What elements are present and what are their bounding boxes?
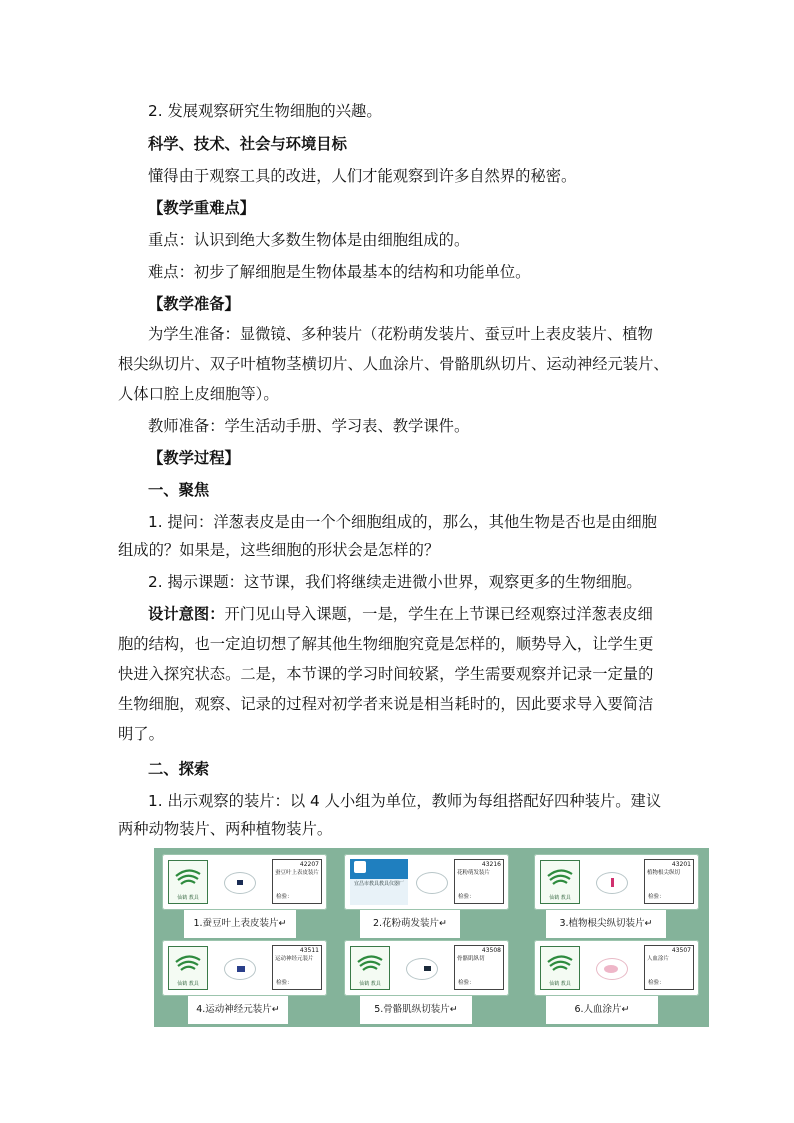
specimen-mark <box>237 880 243 885</box>
logo-text: 仙鹤 教具 <box>549 895 571 901</box>
slide-number: 43511 <box>299 947 319 954</box>
slide-label <box>454 859 504 904</box>
design-intent-text: 开门见山导入课题，一是，学生在上节课已经观察过洋葱表皮细 <box>224 605 653 623</box>
slide-check: 检验： <box>458 980 475 986</box>
slide-name: 花粉萌发装片 <box>457 870 491 876</box>
slide-name: 人血涂片 <box>647 956 670 962</box>
paragraph: 为学生准备：显微镜、多种装片（花粉萌发装片、蚕豆叶上表皮装片、植物 <box>148 325 653 343</box>
design-intent <box>148 604 708 624</box>
specimen-mark <box>604 965 618 973</box>
coverslip-circle <box>416 872 448 894</box>
section-heading-sts: 科学、技术、社会与环境目标 <box>148 135 347 153</box>
caption-1: 1.蚕豆叶上表皮装片↵ <box>184 910 296 938</box>
logo-text: 仙鹤 教具 <box>177 981 199 987</box>
brand-label <box>350 859 408 905</box>
slide-name: 运动神经元装片 <box>275 956 314 962</box>
specimen-mark <box>424 966 431 971</box>
logo-icon <box>540 860 580 904</box>
paragraph: 1. 出示观察的装片：以 4 人小组为单位，教师为每组搭配好四种装片。建议 <box>148 792 662 810</box>
caption-5: 5.骨骼肌纵切装片↵ <box>360 996 472 1024</box>
slide-number: 43507 <box>671 947 691 954</box>
caption-6: 6.人血涂片↵ <box>546 996 658 1024</box>
specimen-mark <box>237 966 245 972</box>
slide-check: 检验： <box>276 894 293 900</box>
section-heading-preparation: 【教学准备】 <box>148 295 240 313</box>
paragraph: 懂得由于观察工具的改进，人们才能观察到许多自然界的秘密。 <box>148 167 577 185</box>
caption-3: 3.植物根尖纵切装片↵ <box>546 910 666 938</box>
paragraph: 组成的？如果是，这些细胞的形状会是怎样的？ <box>118 541 440 559</box>
paragraph: 1. 提问：洋葱表皮是由一个个细胞组成的，那么，其他生物是否也是由细胞 <box>148 513 657 531</box>
goal-item-2: 2. 发展观察研究生物细胞的兴趣。 <box>148 102 382 120</box>
logo-text: 仙鹤 教具 <box>359 981 381 987</box>
slide-2 <box>344 854 509 910</box>
slide-name: 植物根尖纵切 <box>647 870 681 876</box>
logo-icon <box>540 946 580 990</box>
slide-check: 检验： <box>648 894 665 900</box>
slide-number: 42207 <box>299 861 319 868</box>
slide-name: 蚕豆叶上表皮装片 <box>275 870 320 876</box>
slide-check: 检验： <box>458 894 475 900</box>
slide-number: 43216 <box>481 861 501 868</box>
design-intent-label: 设计意图： <box>148 605 225 623</box>
caption-4: 4.运动神经元装片↵ <box>188 996 288 1024</box>
section-heading-key-points: 【教学重难点】 <box>148 199 256 217</box>
slide-label <box>644 945 694 990</box>
paragraph: 明了。 <box>118 725 164 743</box>
slide-4 <box>162 940 327 996</box>
logo-icon <box>168 860 208 904</box>
slide-label <box>272 859 322 904</box>
section-heading-explore: 二、探索 <box>148 760 210 778</box>
slide-label <box>454 945 504 990</box>
paragraph: 快进入探究状态。二是，本节课的学习时间较紧，学生需要观察并记录一定量的 <box>118 665 654 683</box>
brand-icon <box>354 861 366 873</box>
logo-icon <box>350 946 390 990</box>
slide-5 <box>344 940 509 996</box>
section-heading-focus: 一、聚焦 <box>148 481 210 499</box>
slide-1 <box>162 854 327 910</box>
slide-3 <box>534 854 699 910</box>
paragraph: 人体口腔上皮细胞等）。 <box>118 385 279 403</box>
paragraph: 2. 揭示课题：这节课，我们将继续走进微小世界，观察更多的生物细胞。 <box>148 573 642 591</box>
paragraph: 胞的结构，也一定迫切想了解其他生物细胞究竟是怎样的，顺势导入，让学生更 <box>118 635 654 653</box>
logo-text: 仙鹤 教具 <box>177 895 199 901</box>
coverslip-circle <box>406 958 438 980</box>
slide-label <box>272 945 322 990</box>
slide-check: 检验： <box>648 980 665 986</box>
logo-text: 仙鹤 教具 <box>549 981 571 987</box>
paragraph: 教师准备：学生活动手册、学习表、教学课件。 <box>148 417 470 435</box>
paragraph: 难点：初步了解细胞是生物体最基本的结构和功能单位。 <box>148 263 531 281</box>
slide-check: 检验： <box>276 980 293 986</box>
caption-2: 2.花粉萌发装片↵ <box>360 910 460 938</box>
slide-number: 43201 <box>671 861 691 868</box>
slides-figure <box>154 848 709 1027</box>
brand-text: 宜昌市教具教具仪器厂 <box>354 881 405 887</box>
paragraph: 生物细胞，观察、记录的过程对初学者来说是相当耗时的，因此要求导入要简洁 <box>118 695 654 713</box>
paragraph: 根尖纵切片、双子叶植物茎横切片、人血涂片、骨骼肌纵切片、运动神经元装片、 <box>118 355 669 373</box>
slide-number: 43508 <box>481 947 501 954</box>
slide-label <box>644 859 694 904</box>
paragraph: 重点：认识到绝大多数生物体是由细胞组成的。 <box>148 231 470 249</box>
specimen-mark <box>611 878 614 887</box>
logo-icon <box>168 946 208 990</box>
slide-6 <box>534 940 699 996</box>
section-heading-process: 【教学过程】 <box>148 449 240 467</box>
paragraph: 两种动物装片、两种植物装片。 <box>118 820 333 838</box>
slide-name: 骨骼肌纵切 <box>457 956 485 962</box>
